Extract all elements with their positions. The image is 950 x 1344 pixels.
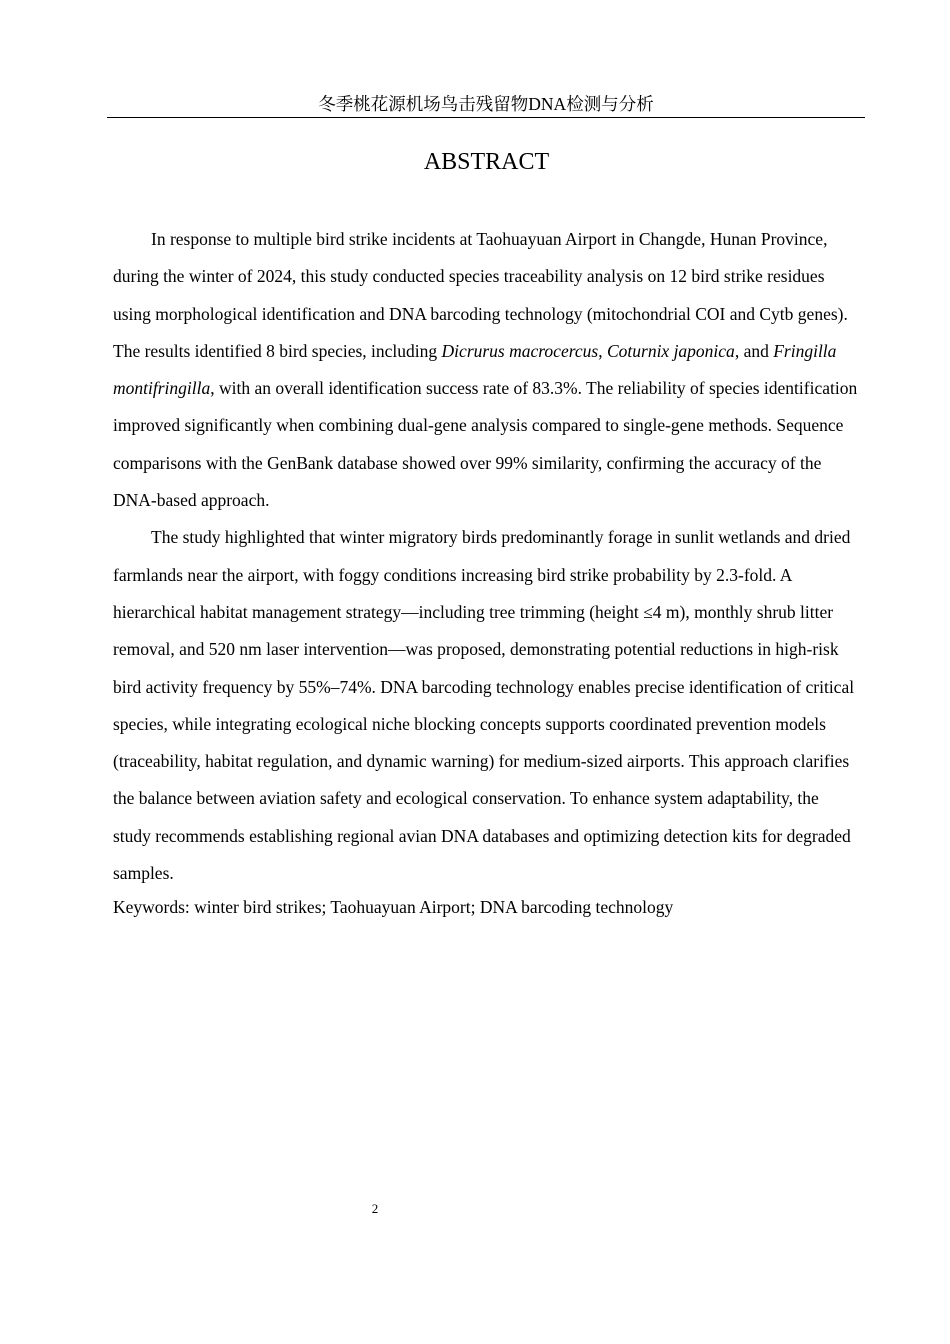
abstract-paragraph-2: The study highlighted that winter migratory birds predominantly forage in sunlit wetlands and dried farmlands near the airport, with foggy conditions increasing bird strike probability by 2.3-fold. A hierarchical habitat management strategy—including tree trimming (height ≤4 m), monthly shrub litter removal, and 520 nm laser intervention—was proposed, demonstrating potential reductions in high-risk bird activity frequency by 55%–74%. DNA barcoding technology enables precise identification of critical species, while integrating ecological niche blocking concepts supports coordinated prevention models (traceability, habitat regulation, and dynamic warning) for medium-sized airports. This approach clarifies the balance between aviation safety and ecological conservation. To enhance system adaptability, the study recommends establishing regional avian DNA databases and optimizing detection kits for degraded samples. (113, 527, 855, 884)
species-name-1: Dicrurus macrocercus (441, 340, 599, 361)
abstract-title: ABSTRACT (423, 149, 550, 175)
species-separator-1: , (598, 340, 607, 361)
species-name-3: Fringilla montifringilla (113, 340, 837, 399)
page-number: 2 (371, 1201, 379, 1216)
running-header (107, 92, 865, 118)
abstract-paragraph-1 (113, 221, 858, 519)
running-header-title: 冬季桃花源机场鸟击残留物DNA检测与分析 (318, 94, 654, 114)
abstract-body (113, 221, 858, 922)
species-separator-2: , and (734, 340, 774, 361)
paragraph-1-text-a: In response to multiple bird strike incidents at Taohuayuan Airport in Changde, Hunan Province, during the winter of 2024, this study conducted species traceability analysis on 12 bird strike residues using morphological identification and DNA barcoding technology (mitochondrial COI and Cytb genes). The results identified 8 bird species, including (113, 229, 848, 361)
keywords-line: Keywords: winter bird strikes; Taohuayuan Airport; DNA barcoding technology (113, 897, 674, 918)
species-name-2: Coturnix japonica (606, 340, 735, 361)
paragraph-1-text-b: , with an overall identification success rate of 83.3%. The reliability of species identification improved significantly when combining dual-gene analysis compared to single-gene methods. Sequence comparisons with the GenBank database showed over 99% similarity, confirming the accuracy of the DNA-based approach. (113, 378, 858, 511)
